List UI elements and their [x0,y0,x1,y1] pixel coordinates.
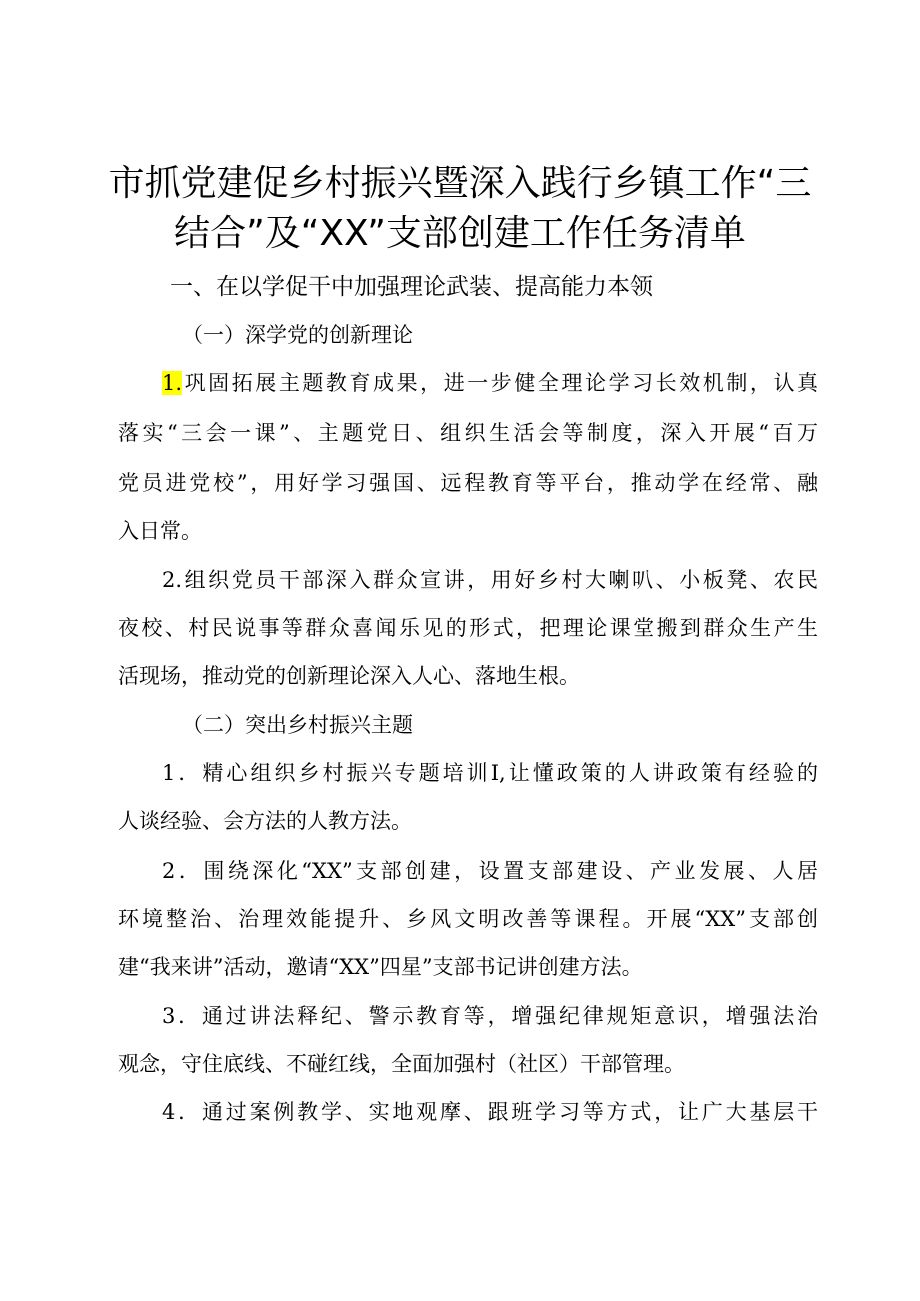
paragraph-1-1-line-1 [162,368,818,398]
paragraph-1-2-line-2: 夜校、村民说事等群众喜闻乐见的形式，把理论课堂搬到群众生产生 [118,616,818,640]
paragraph-2-1-line-2: 人谈经验、会方法的人教方法。 [118,809,412,833]
section-heading-one: 一、在以学促干中加强理论武装、提高能力本领 [170,274,653,300]
paragraph-1-2-line-3: 活现场，推动党的创新理论深入人心、落地生根。 [118,664,580,688]
subsection-heading-two: （二）突出乡村振兴主题 [182,713,413,737]
paragraph-1-2-line-1: 2.组织党员干部深入群众宣讲，用好乡村大喇叭、小板凳、农民 [162,568,818,592]
paragraph-2-2-line-3: 建“我来讲”活动，邀请“XX”四星”支部书记讲创建方法。 [118,955,643,979]
paragraph-2-4-line-1: 4．通过案例教学、实地观摩、跟班学习等方式，让广大基层干 [162,1100,818,1124]
document-title-line-2: 结合”及“XX”支部创建工作任务清单 [174,213,746,254]
paragraph-1-1-line-2: 落实“三会一课”、主题党日、组织生活会等制度，深入开展“百万 [118,421,818,445]
paragraph-2-2-line-1: 2．围绕深化“XX”支部创建，设置支部建设、产业发展、人居 [162,859,818,883]
paragraph-1-1-first-text: 巩固拓展主题教育成果，进一步健全理论学习长效机制，认真 [182,371,818,395]
paragraph-1-1-line-3: 党员进党校”，用好学习强国、远程教育等平台，推动学在经常、融 [118,471,818,495]
document-title-line-1: 市抓党建促乡村振兴暨深入践行乡镇工作“三 [108,163,812,204]
paragraph-2-3-line-2: 观念，守住底线、不碰红线，全面加强村（社区）干部管理。 [118,1052,685,1076]
item-number-highlight: 1. [162,371,183,395]
paragraph-2-1-line-1: 1．精心组织乡村振兴专题培训I,让懂政策的人讲政策有经验的 [162,761,818,785]
paragraph-2-3-line-1: 3．通过讲法释纪、警示教育等，增强纪律规矩意识，增强法治 [162,1004,818,1028]
paragraph-2-2-line-2: 环境整治、治理效能提升、乡风文明改善等课程。开展“XX”支部创 [118,907,818,931]
paragraph-1-1-line-4: 入日常。 [118,519,202,543]
subsection-heading-one: （一）深学党的创新理论 [182,323,413,347]
